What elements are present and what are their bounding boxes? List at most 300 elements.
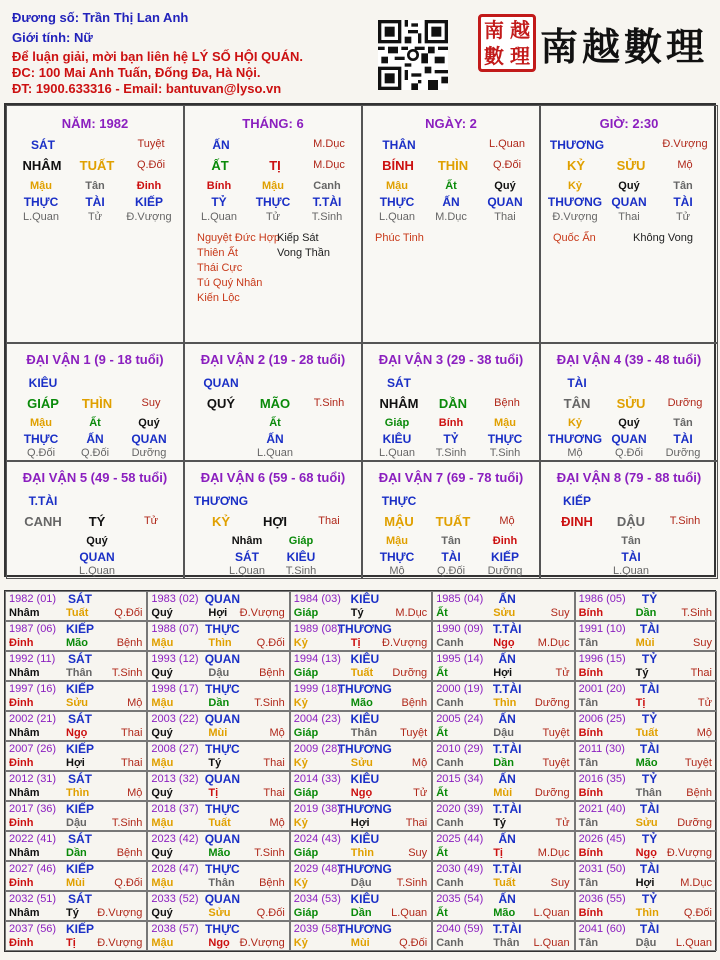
ten-god: SÁT — [387, 376, 411, 390]
hidden-stem: Quý — [86, 535, 108, 547]
year-ten-god: ẤN — [498, 832, 516, 846]
qr-code-icon[interactable] — [378, 20, 448, 90]
hidden-stage: Dưỡng — [665, 447, 701, 459]
hidden-god: THƯƠNG — [547, 195, 603, 209]
dai-van-title: ĐẠI VẬN 4 (39 - 48 tuổi) — [556, 352, 702, 367]
year-ten-god: QUAN — [204, 652, 241, 666]
year-label: 2010 (29) — [436, 743, 484, 755]
year-label: 1999 (18) — [293, 683, 341, 695]
year-branch: Tị — [350, 637, 361, 649]
year-cell — [290, 801, 432, 831]
hidden-god: ẤN — [442, 195, 460, 209]
year-ten-god: SÁT — [68, 832, 92, 846]
year-branch: Hợi — [493, 667, 513, 679]
year-cell — [575, 921, 717, 951]
hidden-god: THỰC — [23, 195, 59, 209]
year-ten-god: THỰC — [205, 682, 240, 696]
year-label: 1986 (05) — [578, 593, 626, 605]
life-stage: M.Dục — [313, 138, 345, 150]
year-stem: Nhâm — [9, 907, 40, 919]
year-stage: Thai — [263, 757, 285, 769]
heavenly-stem: CANH — [24, 514, 62, 529]
year-ten-god: T.TÀI — [492, 802, 522, 816]
year-branch: Mùi — [350, 937, 370, 949]
subject-name: Đương số: Trần Thị Lan Anh — [12, 10, 189, 25]
hidden-stage: Tử — [87, 211, 103, 223]
year-cell — [432, 651, 574, 681]
hidden-stage: L.Quan — [78, 565, 116, 577]
life-stage: Đ.Vượng — [662, 138, 708, 150]
year-label: 1984 (03) — [293, 593, 341, 605]
life-stage: Thai — [318, 515, 340, 527]
year-branch: Dậu — [350, 877, 372, 889]
hidden-stem: Mậu — [386, 180, 408, 192]
hidden-stage: T.Sinh — [311, 211, 343, 223]
year-label: 2021 (40) — [578, 803, 626, 815]
year-cell — [147, 651, 289, 681]
hidden-stage: M.Dục — [435, 211, 467, 223]
year-stem: Bính — [578, 607, 604, 619]
year-branch: Dậu — [66, 817, 87, 829]
year-cell — [290, 771, 432, 801]
hidden-god: THỰC — [23, 432, 59, 446]
contact-invite: Để luận giải, mời bạn liên hệ LÝ SỐ HỘI QUÁN. — [12, 49, 303, 64]
year-stage: Thai — [690, 667, 712, 679]
hidden-stage: Q.Đối — [436, 565, 466, 577]
year-cell — [290, 891, 432, 921]
year-ten-god: QUAN — [204, 832, 241, 846]
hidden-stem: Giáp — [384, 417, 410, 429]
year-label: 2001 (20) — [578, 683, 626, 695]
year-label: 2015 (34) — [436, 773, 484, 785]
year-label: 1994 (13) — [293, 653, 341, 665]
year-cell — [575, 801, 717, 831]
year-stage: Dưỡng — [392, 667, 428, 679]
year-label: 2033 (52) — [151, 893, 199, 905]
hidden-god: THƯƠNG — [547, 432, 603, 446]
year-stem: Bính — [578, 787, 604, 799]
seal-char: 越 — [510, 18, 530, 42]
earthly-branch: DẬU — [616, 514, 646, 529]
year-stage: Đ.Vượng — [97, 937, 143, 949]
year-stage: Tuyệt — [684, 757, 712, 769]
hidden-god: THỰC — [379, 195, 415, 209]
year-ten-god: KIẾP — [65, 622, 95, 636]
year-stem: Ất — [436, 667, 448, 679]
year-ten-god: THỰC — [205, 802, 240, 816]
year-stage: Mộ — [127, 697, 143, 709]
year-stem: Quý — [151, 847, 173, 859]
dai-van-cell — [6, 461, 184, 579]
year-stage: L.Quan — [391, 907, 428, 919]
year-stage: Q.Đối — [114, 877, 143, 889]
year-cell — [147, 711, 289, 741]
year-branch: Thìn — [493, 697, 517, 709]
year-branch: Mão — [635, 757, 658, 769]
year-label: 2009 (28) — [293, 743, 341, 755]
year-stage: Bệnh — [259, 877, 285, 889]
pillar-cell — [6, 105, 184, 343]
year-stage: M.Dục — [537, 637, 570, 649]
dai-van-cell — [184, 461, 362, 579]
year-stage: Tuyệt — [400, 727, 428, 739]
heavenly-stem: ẤT — [211, 158, 229, 173]
hidden-stem: Mậu — [494, 417, 516, 429]
year-ten-god: KIÊU — [350, 712, 380, 726]
year-stage: Q.Đối — [256, 907, 285, 919]
hidden-stem: Quý — [618, 417, 640, 429]
earthly-branch: HỢI — [262, 514, 288, 529]
year-stage: T.Sinh — [681, 607, 712, 619]
year-stage: Suy — [550, 877, 570, 889]
year-stage: Tuyệt — [542, 727, 570, 739]
year-ten-god: KIÊU — [350, 832, 380, 846]
year-stage: Tử — [555, 667, 570, 679]
year-stage: Bệnh — [259, 667, 285, 679]
year-label: 2031 (50) — [578, 863, 626, 875]
hidden-god: QUAN — [487, 195, 523, 209]
dai-van-cell — [362, 343, 540, 461]
year-cell — [147, 681, 289, 711]
year-cell — [5, 801, 147, 831]
year-ten-god: TỶ — [641, 832, 658, 846]
year-ten-god: KIÊU — [350, 772, 380, 786]
year-stem: Bính — [578, 847, 604, 859]
heavenly-stem: ĐINH — [561, 514, 593, 529]
year-branch: Mão — [350, 697, 373, 709]
header — [0, 0, 720, 100]
year-label: 2011 (30) — [578, 743, 625, 755]
year-stem: Quý — [151, 667, 173, 679]
year-branch: Ngọ — [493, 637, 515, 649]
year-branch: Thìn — [66, 787, 90, 799]
year-ten-god: SÁT — [68, 712, 92, 726]
year-branch: Mão — [493, 907, 516, 919]
year-stem: Canh — [436, 697, 464, 709]
year-cell — [432, 921, 574, 951]
year-stage: T.Sinh — [254, 847, 285, 859]
hidden-god: KIẾP — [134, 195, 163, 209]
year-cell — [575, 831, 717, 861]
year-ten-god: TÀI — [639, 682, 660, 696]
seal-stamp — [478, 14, 536, 72]
hidden-stem: Mậu — [30, 180, 52, 192]
year-cell — [5, 861, 147, 891]
year-cell — [5, 741, 147, 771]
year-stem: Nhâm — [9, 667, 40, 679]
gender: Giới tính: Nữ — [12, 30, 93, 45]
year-cell — [575, 681, 717, 711]
year-stem: Bính — [578, 907, 604, 919]
year-ten-god: T.TÀI — [492, 622, 522, 636]
dai-van-cell — [362, 461, 540, 579]
year-branch: Dần — [66, 847, 87, 859]
year-label: 1997 (16) — [9, 683, 57, 695]
year-ten-god: KIÊU — [350, 592, 380, 606]
year-stem: Nhâm — [9, 727, 40, 739]
year-ten-god: T.TÀI — [492, 742, 522, 756]
hidden-god: QUAN — [131, 432, 167, 446]
dai-van-cell — [6, 343, 184, 461]
year-stem: Tân — [578, 817, 599, 829]
year-stage: Đ.Vượng — [97, 907, 143, 919]
year-stage: Dưỡng — [534, 787, 570, 799]
pillar-title: NĂM: 1982 — [61, 116, 129, 131]
dai-van-title: ĐẠI VẬN 1 (9 - 18 tuổi) — [26, 352, 164, 367]
earthly-branch: THÌN — [437, 158, 469, 173]
year-stage: Q.Đối — [256, 637, 285, 649]
hidden-stem: Quý — [494, 180, 516, 192]
year-stage: M.Dục — [680, 877, 712, 889]
year-cell — [147, 861, 289, 891]
year-cell — [290, 651, 432, 681]
hidden-stem: Canh — [313, 180, 341, 192]
year-branch: Hợi — [208, 607, 228, 619]
earthly-branch: TUẤT — [435, 514, 471, 529]
year-ten-god: TỶ — [641, 712, 658, 726]
year-ten-god: THỰC — [205, 622, 240, 636]
pillar-title: GIỜ: 2:30 — [599, 116, 659, 131]
year-stage: Đ.Vượng — [239, 607, 285, 619]
bazi-chart — [4, 103, 716, 577]
seal-char: 理 — [510, 44, 530, 68]
year-cell — [147, 621, 289, 651]
year-ten-god: KIÊU — [350, 892, 380, 906]
year-stage: L.Quan — [533, 937, 570, 949]
hidden-stem: Đinh — [492, 535, 518, 547]
hidden-stage: L.Quan — [378, 211, 416, 223]
year-cell — [5, 771, 147, 801]
year-stage: Thai — [120, 757, 143, 769]
year-stem: Canh — [436, 757, 464, 769]
year-branch: Sửu — [493, 607, 516, 619]
year-stem: Tân — [578, 637, 599, 649]
year-branch: Ngọ — [208, 937, 230, 949]
year-stem: Quý — [151, 607, 173, 619]
year-label: 2020 (39) — [436, 803, 484, 815]
year-branch: Mão — [208, 847, 231, 859]
year-stem: Đinh — [9, 877, 34, 889]
life-stage: L.Quan — [488, 138, 526, 150]
earthly-branch: MÃO — [259, 396, 291, 411]
year-label: 1993 (12) — [151, 653, 199, 665]
year-branch: Tuất — [66, 607, 89, 619]
year-ten-god: QUAN — [204, 892, 241, 906]
hidden-god: TÀI — [441, 550, 461, 564]
year-ten-god: ẤN — [498, 712, 516, 726]
year-branch: Hợi — [350, 817, 370, 829]
year-branch: Dần — [350, 907, 372, 919]
special-star: Thái Cực — [197, 262, 243, 274]
year-stem: Tân — [578, 757, 599, 769]
year-label: 2040 (59) — [436, 923, 484, 935]
year-stem: Giáp — [293, 667, 319, 679]
hidden-stage: L.Quan — [200, 211, 238, 223]
dai-van-title: ĐẠI VẬN 3 (29 - 38 tuổi) — [378, 352, 524, 367]
year-branch: Tuất — [493, 877, 516, 889]
year-label: 2039 (58) — [293, 923, 341, 935]
year-cell — [432, 771, 574, 801]
life-stage: Dưỡng — [667, 397, 703, 409]
year-stem: Quý — [151, 787, 173, 799]
hidden-god: KIÊU — [286, 550, 316, 564]
hidden-stage: Tử — [265, 211, 281, 223]
year-stage: M.Dục — [537, 847, 570, 859]
hidden-god: ẤN — [266, 432, 284, 446]
year-cell — [147, 771, 289, 801]
year-stem: Tân — [578, 697, 599, 709]
special-star: Kiến Lộc — [197, 292, 240, 304]
earthly-branch: TỊ — [269, 158, 281, 173]
year-ten-god: ẤN — [498, 892, 516, 906]
year-ten-god: TÀI — [639, 922, 660, 936]
year-cell — [575, 651, 717, 681]
ten-god: THƯƠNG — [549, 138, 605, 152]
ten-god: ẤN — [212, 138, 230, 152]
year-stem: Nhâm — [9, 847, 40, 859]
dai-van-cell — [540, 461, 718, 579]
year-branch: Thìn — [208, 637, 232, 649]
year-label: 2005 (24) — [436, 713, 484, 725]
ten-god: SÁT — [31, 138, 55, 152]
year-ten-god: KIẾP — [65, 682, 95, 696]
year-ten-god: TỶ — [641, 652, 658, 666]
year-stage: Đ.Vượng — [666, 847, 712, 859]
hidden-god: T.TÀI — [312, 195, 342, 209]
hidden-stem: Tân — [85, 180, 105, 192]
year-ten-god: SÁT — [68, 772, 92, 786]
phone-email: ĐT: 1900.633316 - Email: bantuvan@lyso.vn — [12, 81, 282, 96]
year-cell — [147, 921, 289, 951]
year-label: 2030 (49) — [436, 863, 484, 875]
year-branch: Sửu — [208, 907, 231, 919]
year-cell — [432, 801, 574, 831]
year-label: 2012 (31) — [9, 773, 57, 785]
hidden-stage: Tử — [675, 211, 691, 223]
year-branch: Dậu — [635, 937, 657, 949]
hidden-god: QUAN — [611, 432, 647, 446]
year-label: 2026 (45) — [578, 833, 626, 845]
year-stem: Canh — [436, 877, 464, 889]
earthly-branch: TÝ — [88, 514, 106, 529]
year-stem: Nhâm — [9, 607, 40, 619]
hidden-god: SÁT — [235, 550, 259, 564]
year-branch: Dậu — [208, 667, 230, 679]
year-stem: Kỷ — [293, 637, 308, 649]
hidden-stage: Thai — [618, 211, 640, 223]
ten-god: KIẾP — [562, 494, 591, 508]
special-star: Không Vong — [633, 232, 693, 244]
year-label: 1991 (10) — [578, 623, 626, 635]
year-ten-god: TÀI — [639, 862, 660, 876]
hidden-stage: Đ.Vượng — [552, 211, 598, 223]
hidden-god: ẤN — [86, 432, 104, 446]
year-label: 2041 (60) — [578, 923, 626, 935]
year-branch: Tý — [493, 817, 507, 829]
life-stage: Mộ — [499, 515, 515, 527]
year-branch: Thân — [66, 667, 93, 679]
year-cell — [5, 591, 147, 621]
dai-van-title: ĐẠI VẬN 6 (59 - 68 tuổi) — [200, 470, 346, 485]
hidden-stem: Ất — [445, 180, 457, 192]
hidden-god: THỰC — [255, 195, 291, 209]
year-branch: Mùi — [208, 727, 228, 739]
year-branch: Sửu — [350, 757, 373, 769]
year-label: 2025 (44) — [436, 833, 484, 845]
year-stage: Dưỡng — [677, 817, 712, 829]
year-stage: Đ.Vượng — [382, 637, 428, 649]
pillar-cell — [540, 105, 718, 343]
year-stem: Mậu — [151, 697, 174, 709]
year-branch: Tuất — [350, 667, 374, 679]
hidden-stage: Mộ — [389, 565, 405, 577]
year-stem: Tân — [578, 937, 599, 949]
year-cell — [290, 831, 432, 861]
year-stage: Q.Đối — [683, 907, 712, 919]
year-ten-god: QUAN — [204, 772, 241, 786]
year-label: 2019 (38) — [293, 803, 341, 815]
year-label: 2017 (36) — [9, 803, 57, 815]
year-ten-god: SÁT — [68, 892, 92, 906]
year-cell — [290, 921, 432, 951]
year-branch: Hợi — [635, 877, 655, 889]
heavenly-stem: MẬU — [384, 514, 414, 529]
heavenly-stem: BÍNH — [382, 158, 414, 173]
hidden-stem: Tân — [621, 535, 641, 547]
year-cell — [432, 591, 574, 621]
hidden-god: QUAN — [611, 195, 647, 209]
year-branch: Tị — [208, 787, 219, 799]
year-stage: Tuyệt — [542, 757, 570, 769]
year-stage: Suy — [408, 847, 428, 859]
year-stage: T.Sinh — [254, 697, 285, 709]
seal-char: 數 — [484, 44, 504, 68]
hidden-stage: L.Quan — [228, 565, 266, 577]
year-stage: Mộ — [696, 727, 712, 739]
hidden-god: KIẾP — [490, 550, 519, 564]
year-ten-god: KIẾP — [65, 862, 95, 876]
year-ten-god: THƯƠNG — [337, 802, 392, 816]
hidden-stage: Thai — [494, 211, 516, 223]
hidden-stage: Q.Đối — [80, 447, 110, 459]
year-stage: Mộ — [269, 727, 285, 739]
year-ten-god: QUAN — [204, 592, 241, 606]
life-stage: T.Sinh — [669, 515, 701, 527]
earthly-branch: SỬU — [616, 396, 646, 411]
dai-van-title: ĐẠI VẬN 5 (49 - 58 tuổi) — [22, 470, 168, 485]
brand-logo-text: 南越數理 — [540, 24, 709, 69]
hidden-god: TÀI — [621, 550, 641, 564]
year-label: 1995 (14) — [436, 653, 484, 665]
year-ten-god: THƯƠNG — [337, 922, 392, 936]
year-label: 2004 (23) — [293, 713, 341, 725]
hidden-stage: L.Quan — [22, 211, 60, 223]
year-cell — [575, 861, 717, 891]
year-ten-god: THƯƠNG — [337, 862, 392, 876]
year-stem: Bính — [578, 727, 604, 739]
year-cell — [290, 741, 432, 771]
year-stem: Ất — [436, 607, 448, 619]
year-stage: Mộ — [127, 787, 143, 799]
hidden-stage: Đ.Vượng — [126, 211, 172, 223]
hidden-stem: Mậu — [262, 180, 284, 192]
year-label: 2014 (33) — [293, 773, 341, 785]
ten-god: TÀI — [567, 376, 587, 390]
year-stem: Ất — [436, 847, 448, 859]
hidden-stem: Giáp — [288, 535, 314, 547]
pillar-cell — [184, 105, 362, 343]
year-cell — [432, 891, 574, 921]
